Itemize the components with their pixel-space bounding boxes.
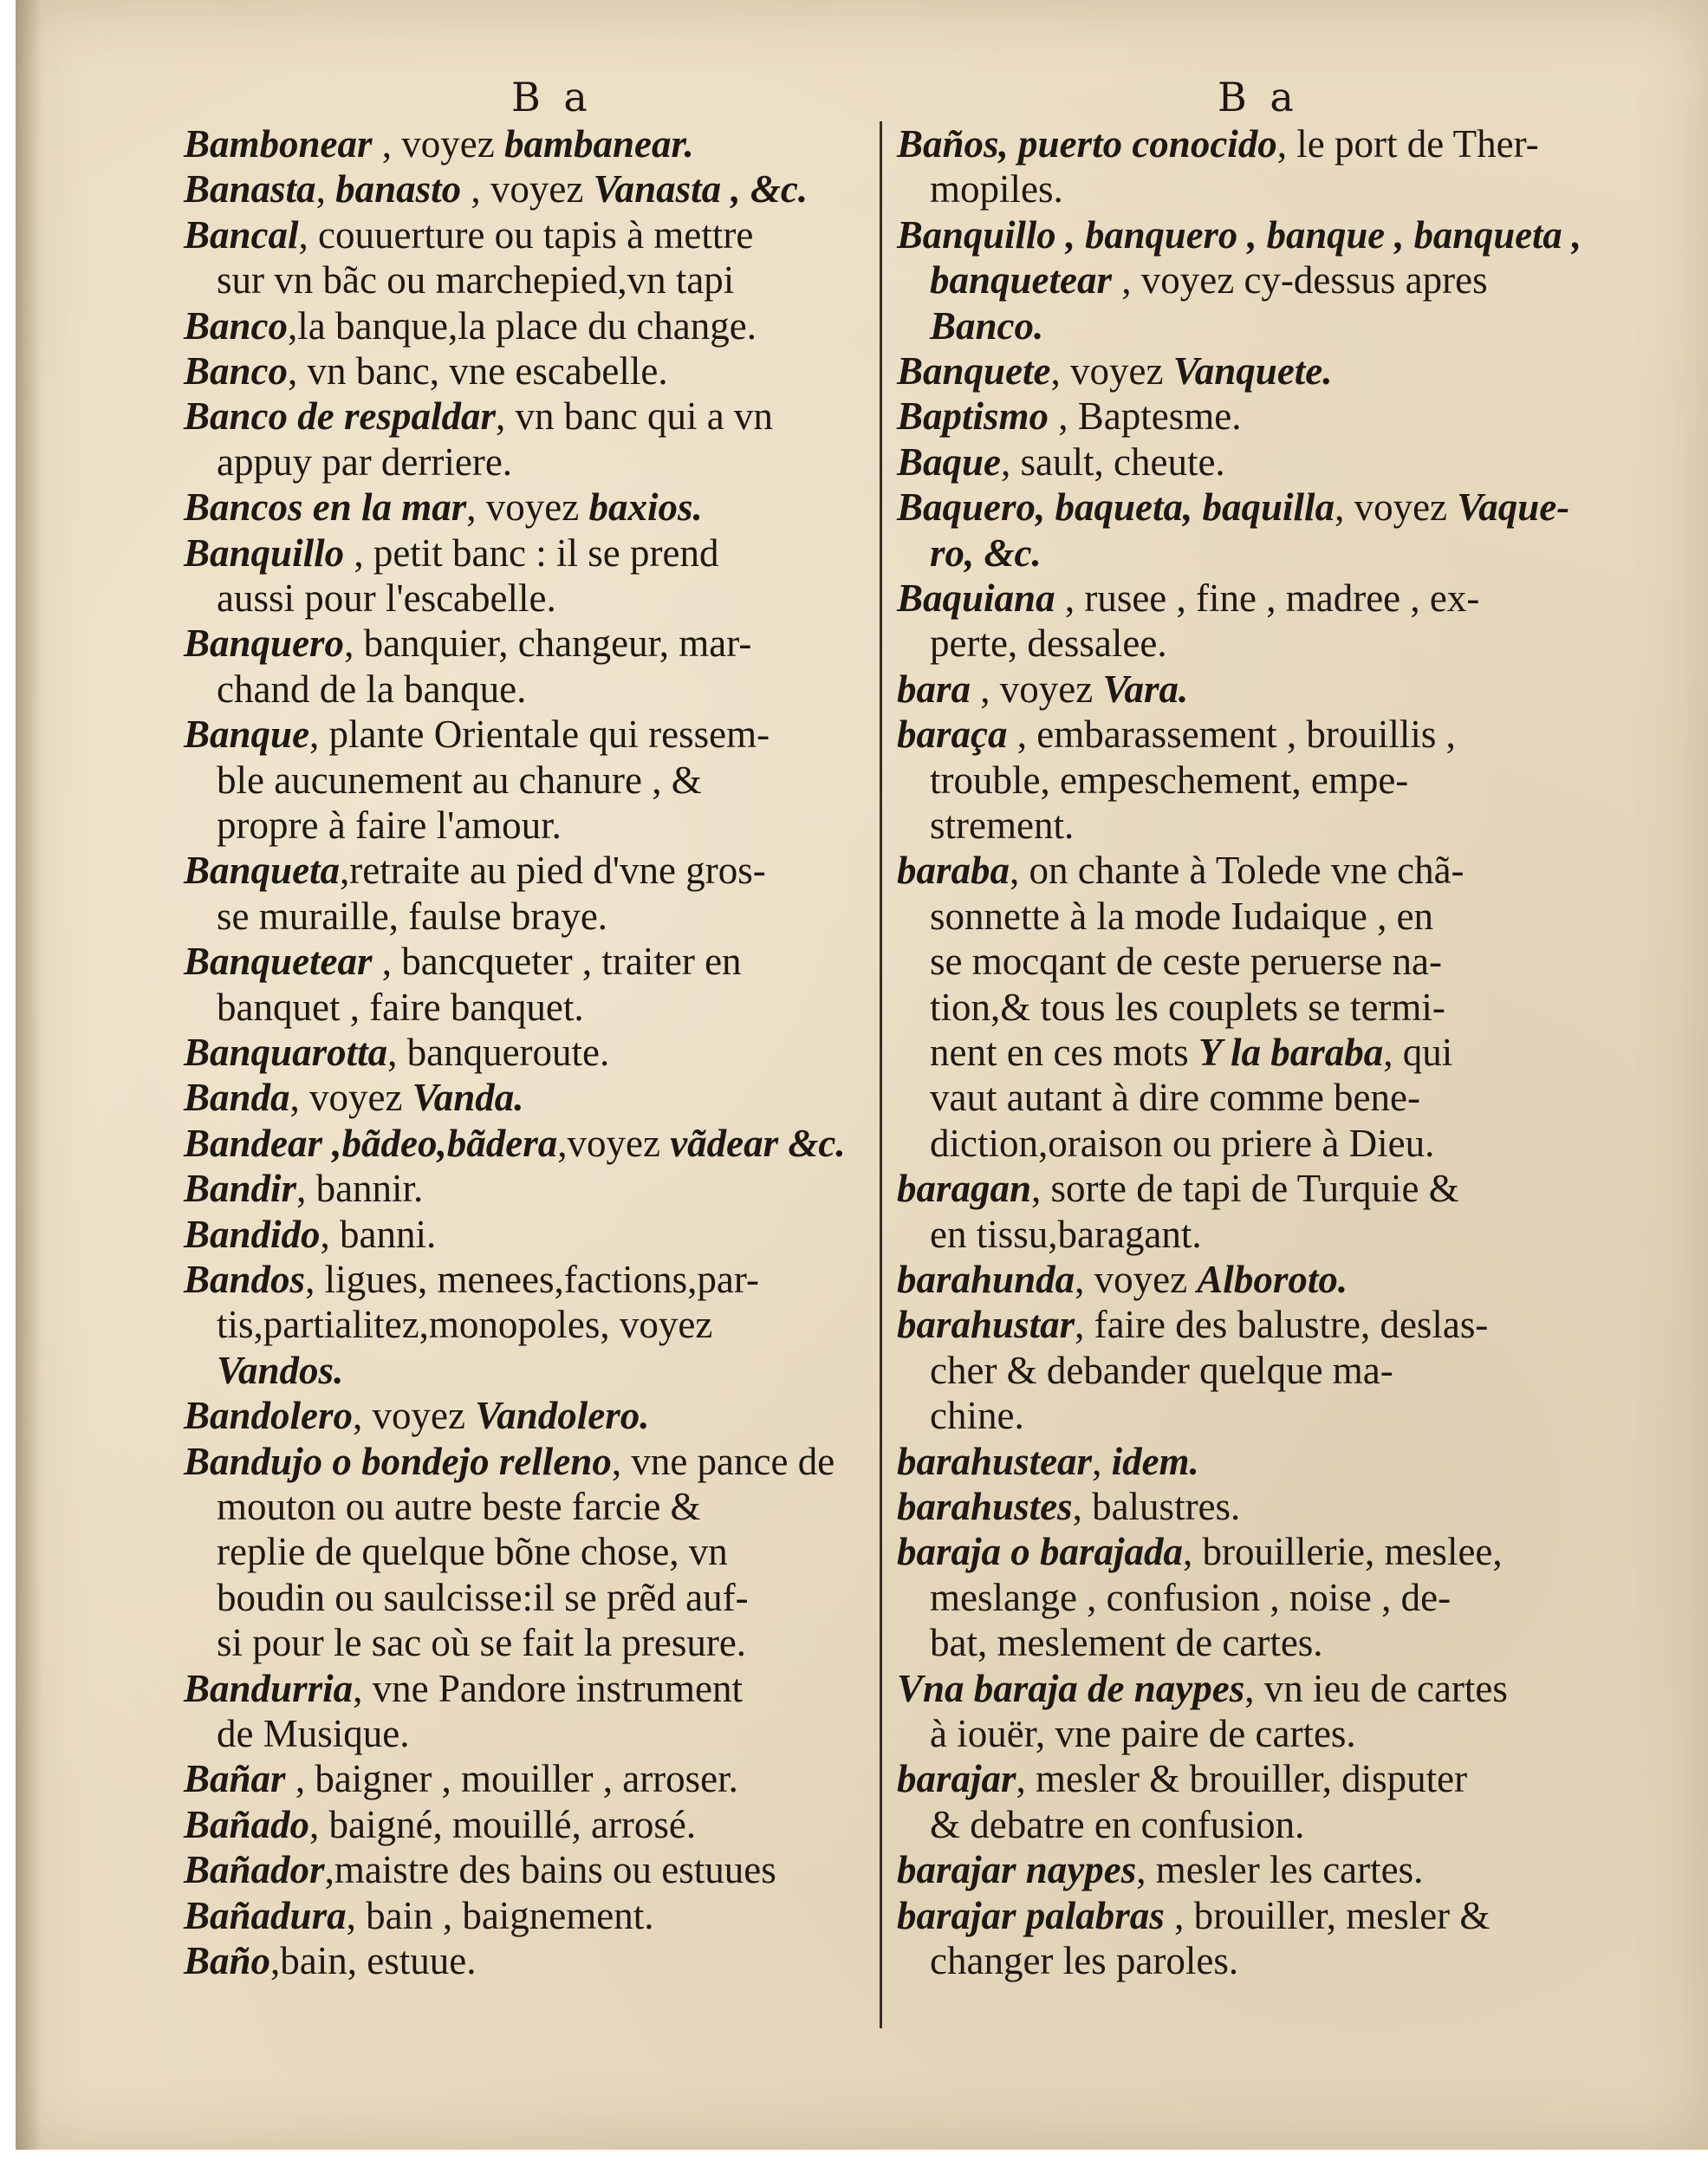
entry-text: , bannir. (296, 1167, 424, 1211)
dictionary-entry-line (897, 1166, 1459, 1211)
entry-text: en tissu,baragant. (930, 1212, 1202, 1256)
dictionary-entry-line (184, 348, 668, 394)
headword: baraba (897, 849, 1010, 893)
entry-text: changer les paroles. (930, 1939, 1239, 1982)
entry-text: , vne pance de (611, 1439, 835, 1483)
entry-text: , banquier, changeur, mar- (344, 621, 752, 666)
cross-reference: idem. (1111, 1439, 1199, 1483)
dictionary-entry-line (184, 1802, 696, 1847)
entry-text: , Baptesme. (1049, 394, 1242, 439)
dictionary-entry-line (184, 848, 766, 893)
entry-text: , voyez cy-dessus apres (1112, 258, 1488, 303)
entry-text: , sault, cheute. (1001, 439, 1225, 484)
entry-text: ,la banque,la place du change. (288, 303, 757, 348)
entry-continuation-line (217, 1575, 749, 1620)
entry-text: , rusee , fine , madree , ex- (1055, 576, 1480, 620)
headword: Bañar (184, 1757, 286, 1801)
cross-reference: Vandolero. (475, 1394, 650, 1438)
dictionary-entry-line (184, 121, 694, 166)
headword: Banco de respaldar (184, 394, 496, 439)
dictionary-entry-line (897, 348, 1333, 394)
cross-reference: Banco. (930, 303, 1044, 348)
entry-text: , brouiller, mesler & (1164, 1893, 1490, 1937)
entry-text: , balustres. (1072, 1485, 1241, 1528)
headword: bara (897, 667, 971, 711)
entry-text: perte, dessalee. (930, 621, 1167, 666)
entry-text: si pour le sac où se fait la presure. (217, 1621, 747, 1665)
cross-reference: banquetear (930, 258, 1113, 303)
entry-text: cher & debander quelque ma- (930, 1348, 1393, 1392)
dictionary-entry-line (897, 1756, 1467, 1801)
cross-reference: ro, &c. (930, 530, 1042, 575)
entry-text: , baigner , mouiller , arroser. (285, 1757, 738, 1801)
dictionary-entry-line (184, 939, 742, 984)
entry-text: , voyez (971, 667, 1103, 711)
entry-text: bat, meslement de cartes. (930, 1621, 1323, 1665)
headword: Banqueta (184, 849, 341, 893)
dictionary-entry-line (184, 1938, 476, 1983)
headword: Baquero, baqueta, baquilla (897, 485, 1335, 530)
entry-continuation-line (217, 576, 556, 621)
dictionary-entry-line (184, 1075, 524, 1120)
entry-text: mouton ou autre beste farcie & (217, 1485, 701, 1528)
headword: Banco (184, 349, 289, 393)
headword: barajar (897, 1757, 1016, 1801)
dictionary-entry-line (897, 394, 1242, 439)
entry-text: , voyez (1050, 349, 1173, 393)
headword: Bañadura (184, 1893, 347, 1937)
entry-text: vaut autant à dire comme bene- (930, 1076, 1420, 1120)
entry-text: nent en ces mots (930, 1031, 1198, 1074)
headword: barajar naypes (897, 1848, 1137, 1892)
entry-continuation-line (930, 1075, 1420, 1120)
entry-text: replie de quelque bõne chose, vn (217, 1530, 728, 1574)
entry-text: , petit banc : il se prend (344, 530, 719, 575)
entry-continuation-line (217, 667, 526, 712)
entry-text: propre à faire l'amour. (217, 804, 562, 847)
entry-text: tion,& tous les couplets se termi- (930, 985, 1445, 1029)
entry-continuation-line (930, 1348, 1393, 1393)
dictionary-entry-line (184, 1212, 436, 1257)
cross-reference: bambanear. (503, 122, 694, 166)
headword: Banquero (184, 621, 345, 666)
headword: Bañador (184, 1848, 325, 1892)
entry-continuation-line (930, 621, 1167, 666)
entry-text: , vn banc, vne escabelle. (288, 349, 668, 393)
dictionary-entry-line (184, 1030, 609, 1075)
dictionary-entry-line (184, 530, 718, 576)
entry-continuation-line (930, 1212, 1202, 1257)
headword: Bandear ,bãdeo,bãdera (184, 1121, 558, 1165)
headword: Banasta (184, 167, 316, 211)
entry-continuation-line (930, 166, 1063, 211)
dictionary-entry-line (184, 1439, 835, 1484)
entry-text: appuy par derriere. (217, 439, 513, 484)
headword: Bancos en la mar (184, 485, 467, 530)
headword: Bandir (184, 1167, 297, 1211)
dictionary-entry-line (897, 485, 1569, 530)
entry-text: strement. (930, 804, 1075, 847)
entry-continuation-line (930, 1711, 1356, 1756)
entry-continuation-line (217, 257, 734, 303)
entry-text: , voyez (466, 485, 589, 530)
entry-text: chand de la banque. (217, 667, 527, 711)
entry-text: tis,partialitez,monopoles, voyez (217, 1303, 713, 1347)
entry-continuation-line (930, 1393, 1024, 1438)
entry-text: aussi pour l'escabelle. (217, 576, 556, 620)
headword: Bambonear (184, 122, 373, 166)
entry-text: , voyez (372, 122, 504, 166)
entry-continuation-line (930, 803, 1074, 848)
entry-text: , couuerture ou tapis à mettre (298, 212, 754, 257)
headword: barahustar (897, 1303, 1075, 1347)
entry-text: ,voyez (557, 1121, 671, 1165)
dictionary-entry-line (897, 1439, 1199, 1484)
dictionary-entry-line (897, 1529, 1503, 1574)
entry-text: , vne Pandore instrument (353, 1666, 744, 1710)
entry-text: banquet , faire banquet. (217, 985, 584, 1029)
dictionary-entry-line (897, 439, 1225, 485)
entry-text: sonnette à la mode Iudaique , en (930, 894, 1434, 938)
entry-continuation-line (930, 758, 1408, 803)
headword: Vna baraja de naypes (897, 1666, 1245, 1710)
entry-continuation-line (930, 894, 1433, 939)
entry-text: , mesler les cartes. (1136, 1848, 1424, 1892)
dictionary-entry-line (184, 1666, 743, 1711)
entry-text: se mocqant de ceste peruerse na- (930, 940, 1442, 984)
dictionary-entry-line (897, 1847, 1423, 1892)
entry-text: , vn ieu de cartes (1244, 1666, 1508, 1710)
dictionary-entry-line (897, 667, 1188, 712)
dictionary-entry-line (184, 1166, 423, 1211)
dictionary-entry-line (184, 394, 773, 439)
entry-continuation-line (217, 1529, 728, 1574)
headword: Bandos (184, 1258, 306, 1301)
dictionary-entry-line (897, 576, 1479, 621)
dictionary-entry-line (184, 1847, 776, 1892)
headword: Banquetear (184, 940, 373, 984)
headword: Bandido (184, 1212, 321, 1256)
entry-text: se muraille, faulse braye. (217, 894, 608, 938)
cross-reference: Vanquete. (1172, 349, 1333, 393)
dictionary-entry-line (184, 303, 757, 348)
headword: Banquillo (184, 530, 345, 575)
headword: Banque (184, 713, 310, 757)
headword: barajar palabras (897, 1893, 1165, 1937)
cross-reference: Y la baraba (1198, 1031, 1384, 1074)
headword: Banco (184, 303, 289, 348)
entry-text: , mesler & brouiller, disputer (1016, 1757, 1468, 1801)
entry-continuation-line (930, 303, 1043, 348)
entry-text: , qui (1383, 1031, 1453, 1074)
entry-continuation-line (217, 1620, 746, 1665)
headword: Bañado (184, 1802, 310, 1846)
headword: Banda (184, 1076, 290, 1120)
entry-text: , (315, 167, 336, 211)
entry-text: diction,oraison ou priere à Dieu. (930, 1121, 1435, 1165)
entry-text: , banqueroute. (387, 1031, 610, 1074)
entry-continuation-line (217, 894, 607, 939)
headword: Banquillo , banquero , banque , banqueta , (897, 212, 1582, 257)
headword: Banquarotta (184, 1031, 388, 1074)
entry-continuation-line (217, 1302, 712, 1347)
dictionary-entry-line (184, 1393, 650, 1438)
entry-text: , voyez (1075, 1258, 1198, 1301)
dictionary-entry-line (184, 212, 753, 257)
dictionary-entry-line (897, 848, 1464, 893)
entry-text: , bancqueter , traiter en (372, 940, 742, 984)
headword: baraja o barajada (897, 1530, 1184, 1574)
entry-text: , banni. (320, 1212, 437, 1256)
entry-text: , voyez (461, 167, 594, 211)
cross-reference: Alboroto. (1197, 1258, 1348, 1301)
entry-continuation-line (930, 257, 1488, 303)
dictionary-entry-line (897, 1257, 1348, 1302)
entry-continuation-line (217, 985, 584, 1030)
dictionary-entry-line (184, 712, 770, 757)
entry-continuation-line (930, 1802, 1304, 1847)
entry-continuation-line (217, 1711, 409, 1756)
cross-reference: baxios. (588, 485, 703, 530)
cross-reference: Vanasta , &c. (593, 167, 809, 211)
entry-text: , faire des balustre, deslas- (1075, 1303, 1489, 1347)
headword: Banquete (897, 349, 1051, 393)
entry-text: ,retraite au pied d'vne gros- (340, 849, 766, 893)
dictionary-entry-line (897, 1666, 1508, 1711)
entry-text: & debatre en confusion. (930, 1802, 1305, 1846)
entry-continuation-line (930, 985, 1445, 1030)
cross-reference: Vandos. (217, 1348, 344, 1392)
entry-continuation-line (217, 758, 702, 803)
dictionary-entry-line (184, 621, 751, 666)
running-head-left: B a (511, 74, 593, 120)
entry-text: , vn banc qui a vn (496, 394, 773, 439)
entry-text: , embarassement , brouillis , (1007, 713, 1456, 757)
entry-text: , voyez (289, 1076, 412, 1120)
entry-text: ,maistre des bains ou estuues (324, 1848, 776, 1892)
entry-text: , bain , baignement. (346, 1893, 654, 1937)
entry-continuation-line (930, 1575, 1451, 1620)
entry-continuation-line (930, 530, 1042, 576)
dictionary-entry-line (184, 1756, 738, 1801)
entry-text: meslange , confusion , noise , de- (930, 1575, 1451, 1619)
entry-text: , voyez (353, 1394, 476, 1438)
headword: Baquiana (897, 576, 1055, 620)
entry-continuation-line (217, 1348, 343, 1393)
headword: Baños, puerto conocido (897, 122, 1277, 166)
entry-text: trouble, empeschement, empe- (930, 758, 1409, 802)
headword: Bandurria (184, 1666, 354, 1710)
entry-text: boudin ou saulcisse:il se prẽd auf- (217, 1575, 749, 1619)
entry-text: ,bain, estuue. (270, 1939, 477, 1982)
dictionary-entry-line (897, 1302, 1488, 1347)
entry-text: , le port de Ther- (1276, 122, 1539, 166)
entry-text: , on chante à Tolede vne chã- (1010, 849, 1464, 893)
dictionary-entry-line (184, 166, 808, 211)
running-head-right: B a (1218, 74, 1299, 120)
entry-text: , ligues, menees,factions,par- (305, 1258, 759, 1301)
headword: Bancal (184, 212, 299, 257)
entry-text: , plante Orientale qui ressem- (309, 713, 770, 757)
entry-text: , brouillerie, meslee, (1183, 1530, 1503, 1574)
cross-reference: Vara. (1102, 667, 1189, 711)
headword: Baptismo (897, 394, 1049, 439)
dictionary-entry-line (184, 1893, 654, 1938)
headword: barahunda (897, 1258, 1075, 1301)
cross-reference: banasto (335, 167, 462, 211)
dictionary-entry-line (897, 1893, 1490, 1938)
page-edge-shadow (16, 0, 42, 2150)
entry-continuation-line (930, 1938, 1238, 1983)
entry-continuation-line (930, 1620, 1323, 1665)
entry-text: à iouër, vne paire de cartes. (930, 1712, 1356, 1755)
entry-text: , sorte de tapi de Turquie & (1031, 1167, 1459, 1211)
cross-reference: vãdear &c. (670, 1121, 846, 1165)
entry-continuation-line (930, 1121, 1434, 1166)
headword: barahustear (897, 1439, 1093, 1483)
dictionary-entry-line (184, 485, 703, 530)
entry-text: chine. (930, 1394, 1024, 1438)
dictionary-entry-line (897, 1484, 1240, 1529)
entry-continuation-line (217, 439, 512, 485)
headword: Baque (897, 439, 1002, 484)
entry-text: , voyez (1335, 485, 1458, 530)
dictionary-entry-line (184, 1257, 759, 1302)
headword: Bandujo o bondejo relleno (184, 1439, 612, 1483)
entry-continuation-line (217, 803, 562, 848)
dictionary-entry-line (897, 121, 1539, 166)
headword: barahustes (897, 1485, 1073, 1528)
headword: baraça (897, 713, 1008, 757)
dictionary-entry-line (184, 1121, 846, 1166)
dictionary-entry-line (897, 212, 1581, 257)
entry-text: , (1092, 1439, 1112, 1483)
dictionary-entry-line (897, 712, 1456, 757)
entry-text: de Musique. (217, 1712, 410, 1755)
entry-continuation-line (930, 939, 1442, 984)
entry-continuation-line (217, 1484, 701, 1529)
cross-reference: Vanda. (412, 1076, 524, 1120)
cross-reference: Vaque- (1457, 485, 1570, 530)
entry-text: mopiles. (930, 167, 1063, 211)
entry-continuation-line (930, 1030, 1452, 1075)
entry-text: , baigné, mouillé, arrosé. (309, 1802, 697, 1846)
column-divider (880, 121, 882, 2028)
entry-text: sur vn bãc ou marchepied,vn tapi (217, 258, 735, 303)
headword: Baño (184, 1939, 271, 1982)
headword: Bandolero (184, 1394, 354, 1438)
headword: baragan (897, 1167, 1032, 1211)
entry-text: ble aucunement au chanure , & (217, 758, 702, 802)
